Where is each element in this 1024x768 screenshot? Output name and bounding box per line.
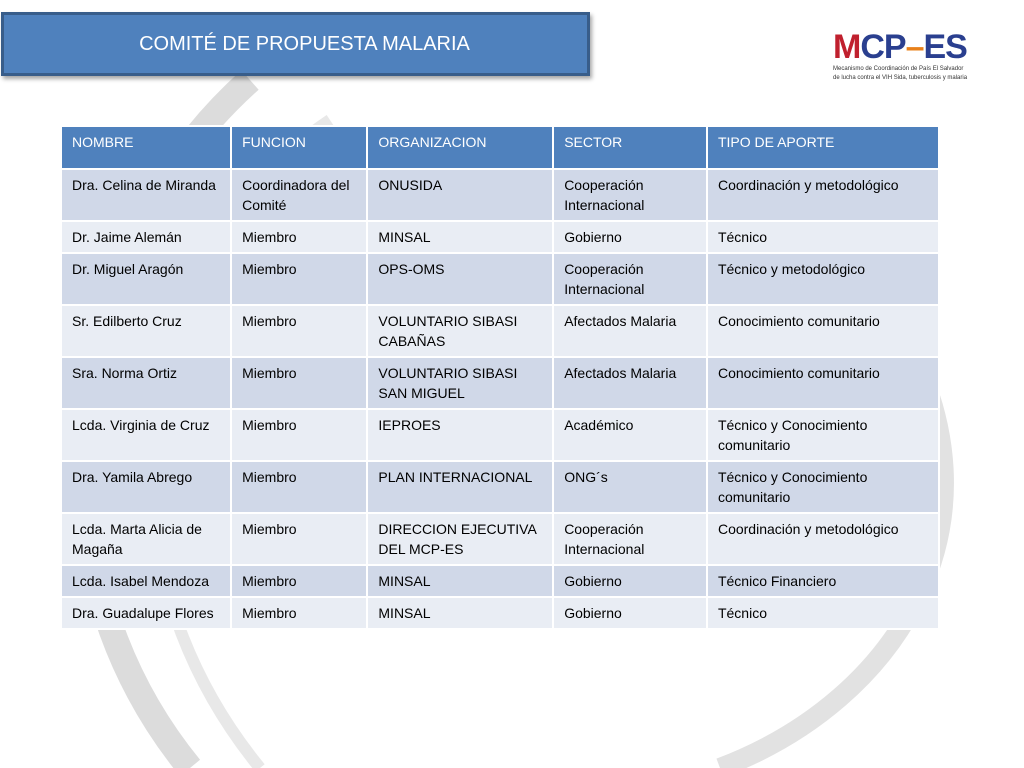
cell-funcion: Miembro [231, 357, 367, 409]
cell-sector: Académico [553, 409, 707, 461]
title-box [1, 12, 590, 76]
table-row [61, 357, 939, 409]
cell-nombre: Dra. Guadalupe Flores [61, 597, 231, 629]
cell-nombre: Dr. Miguel Aragón [61, 253, 231, 305]
cell-organizacion: OPS-OMS [367, 253, 553, 305]
header-sector: SECTOR [553, 126, 707, 169]
cell-sector: Cooperación Internacional [553, 513, 707, 565]
header-organizacion: ORGANIZACION [367, 126, 553, 169]
logo-caption-line1: Mecanismo de Coordinación de País El Salvador [833, 66, 964, 72]
committee-table [60, 125, 940, 630]
table-row [61, 221, 939, 253]
cell-tipo-de-aporte: Coordinación y metodológico [707, 169, 939, 221]
cell-nombre: Dra. Yamila Abrego [61, 461, 231, 513]
cell-organizacion: ONUSIDA [367, 169, 553, 221]
logo-caption-line2: de lucha contra el VIH Sida, tuberculosis y malaria [833, 75, 968, 81]
cell-sector: ONG´s [553, 461, 707, 513]
header-tipo-de-aporte: TIPO DE APORTE [707, 126, 939, 169]
cell-sector: Cooperación Internacional [553, 169, 707, 221]
cell-tipo-de-aporte: Técnico y Conocimiento comunitario [707, 461, 939, 513]
cell-organizacion: PLAN INTERNACIONAL [367, 461, 553, 513]
cell-funcion: Miembro [231, 253, 367, 305]
cell-funcion: Miembro [231, 565, 367, 597]
cell-sector: Gobierno [553, 565, 707, 597]
cell-organizacion: MINSAL [367, 221, 553, 253]
cell-sector: Afectados Malaria [553, 305, 707, 357]
cell-funcion: Miembro [231, 409, 367, 461]
table-row [61, 409, 939, 461]
header-nombre: NOMBRE [61, 126, 231, 169]
cell-tipo-de-aporte: Conocimiento comunitario [707, 357, 939, 409]
cell-funcion: Coordinadora del Comité [231, 169, 367, 221]
cell-tipo-de-aporte: Técnico y metodológico [707, 253, 939, 305]
cell-nombre: Dr. Jaime Alemán [61, 221, 231, 253]
logo-letter-p: P [883, 28, 906, 66]
table-row [61, 169, 939, 221]
table-row [61, 253, 939, 305]
cell-tipo-de-aporte: Conocimiento comunitario [707, 305, 939, 357]
cell-funcion: Miembro [231, 305, 367, 357]
cell-sector: Gobierno [553, 221, 707, 253]
cell-nombre: Dra. Celina de Miranda [61, 169, 231, 221]
header-funcion: FUNCION [231, 126, 367, 169]
cell-sector: Cooperación Internacional [553, 253, 707, 305]
cell-nombre: Lcda. Marta Alicia de Magaña [61, 513, 231, 565]
cell-organizacion: MINSAL [367, 565, 553, 597]
mcp-es-logo [833, 30, 985, 84]
logo-dash: – [905, 28, 924, 66]
cell-funcion: Miembro [231, 597, 367, 629]
table-row [61, 565, 939, 597]
logo-letters-es: ES [923, 28, 967, 66]
cell-funcion: Miembro [231, 221, 367, 253]
cell-sector: Afectados Malaria [553, 357, 707, 409]
cell-tipo-de-aporte: Técnico y Conocimiento comunitario [707, 409, 939, 461]
cell-funcion: Miembro [231, 461, 367, 513]
cell-tipo-de-aporte: Técnico Financiero [707, 565, 939, 597]
table-row [61, 305, 939, 357]
cell-organizacion: DIRECCION EJECUTIVA DEL MCP-ES [367, 513, 553, 565]
cell-organizacion: IEPROES [367, 409, 553, 461]
cell-organizacion: VOLUNTARIO SIBASI SAN MIGUEL [367, 357, 553, 409]
cell-organizacion: VOLUNTARIO SIBASI CABAÑAS [367, 305, 553, 357]
table-row [61, 597, 939, 629]
cell-tipo-de-aporte: Técnico [707, 221, 939, 253]
cell-tipo-de-aporte: Técnico [707, 597, 939, 629]
logo-mark [833, 30, 985, 64]
cell-nombre: Lcda. Virginia de Cruz [61, 409, 231, 461]
page-title: COMITÉ DE PROPUESTA MALARIA [139, 32, 470, 55]
cell-organizacion: MINSAL [367, 597, 553, 629]
cell-tipo-de-aporte: Coordinación y metodológico [707, 513, 939, 565]
cell-nombre: Sra. Norma Ortiz [61, 357, 231, 409]
cell-nombre: Lcda. Isabel Mendoza [61, 565, 231, 597]
table-row [61, 513, 939, 565]
cell-nombre: Sr. Edilberto Cruz [61, 305, 231, 357]
logo-letter-c: C [860, 28, 884, 66]
cell-sector: Gobierno [553, 597, 707, 629]
table-row [61, 461, 939, 513]
table-header-row [61, 126, 939, 169]
cell-funcion: Miembro [231, 513, 367, 565]
logo-letter-m: M [833, 28, 861, 66]
